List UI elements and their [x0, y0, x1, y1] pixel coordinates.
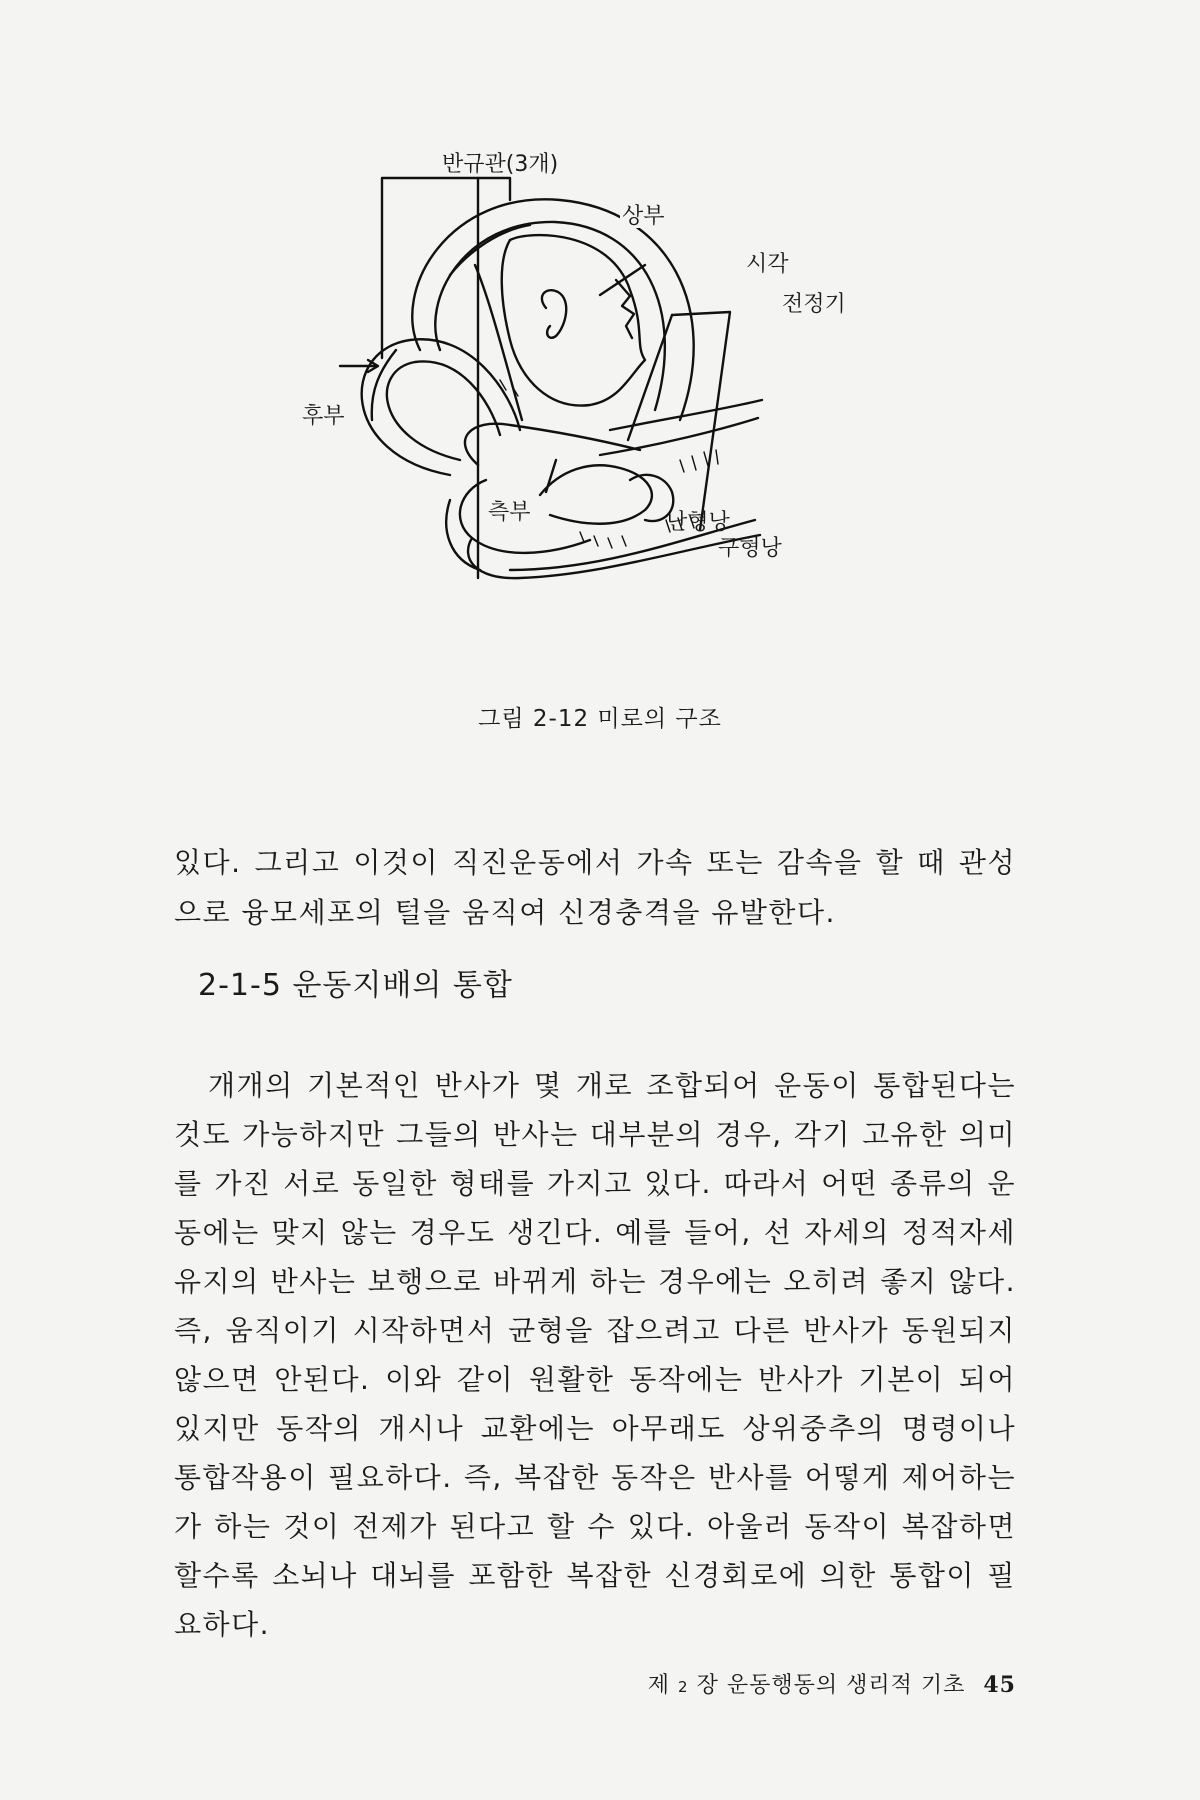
label-superior-canal: 상부 — [622, 204, 665, 229]
label-utricle: 난형낭 — [666, 510, 730, 535]
label-posterior-canal: 후부 — [302, 404, 345, 429]
running-footer — [648, 1668, 1016, 1699]
label-lateral-canal: 측부 — [488, 500, 531, 525]
intro-paragraph: 있다. 그리고 이것이 직진운동에서 가속 또는 감속을 할 때 관성으로 융모세포의 털을 움직여 신경충격을 유발한다. — [174, 846, 1016, 929]
figure-caption: 그림 2-12 미로의 구조 — [478, 706, 722, 732]
label-saccule: 구형낭 — [718, 536, 782, 561]
label-visual: 시각 — [746, 252, 789, 277]
body-paragraph: 개개의 기본적인 반사가 몇 개로 조합되어 운동이 통합된다는 것도 가능하지만 그들의 반사는 대부분의 경우, 각기 고유한 의미를 가진 서로 동일한 형태를 가지고 있다. 따라서 어떤 종류의 운동에는 맞지 않는 경우도 생긴다. 예를 들어, 선 자세의 정적자세 유지의 반사는 보행으로 바뀌게 하는 경우에는 오히려 좋지 않다. 즉, 움직이기 시작하면서 균형을 잡으려고 다른 반사가 동원되지 않으면 안된다. 이와 같이 원활한 동작에는 반사가 기본이 되어 있지만 동작의 개시나 교환에는 아무래도 상위중추의 명령이나 통합작용이 필요하다. 즉, 복잡한 동작은 반사를 어떻게 제어하는가 하는 것이 전제가 된다고 할 수 있다. 아울러 동작이 복잡하면 할수록 소뇌나 대뇌를 포함한 복잡한 신경회로에 의한 통합이 필요하다. — [174, 1069, 1016, 1641]
footer-chapter-title: 운동행동의 생리적 기초 — [726, 1673, 966, 1698]
label-semicircular-canals: 반규관(3개) — [442, 152, 559, 177]
footer-chapter-number: 2 — [678, 1678, 689, 1696]
labyrinth-figure — [300, 100, 920, 660]
section-heading: 2-1-5 운동지배의 통합 — [198, 968, 513, 1003]
footer-chapter-prefix: 제 — [647, 1673, 671, 1698]
page-number: 45 — [983, 1672, 1016, 1698]
label-vestibule: 전정기 — [782, 292, 846, 317]
labyrinth-illustration — [300, 100, 920, 660]
footer-chapter-suffix: 장 — [696, 1673, 719, 1698]
